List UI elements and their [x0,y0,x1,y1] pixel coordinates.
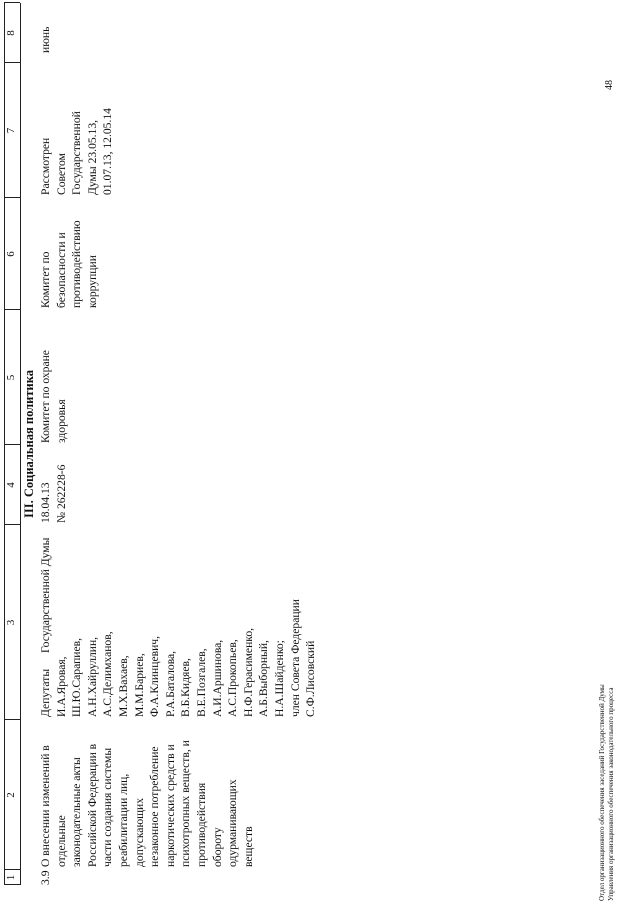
author-line: М.Х.Вахаев, [116,655,130,717]
author-line: Н.Ф.Герасименко, [241,627,255,717]
author-line: А.С.Прокопьев, [226,639,240,717]
bill-title-line: Российской Федерации в [85,743,99,867]
author-line: Ш.Ю.Сарапиев, [70,637,84,717]
row-number: 3.9 [39,870,52,885]
bill-title-line: наркотических средств и [163,744,177,867]
section-title: III. Социальная политика [22,370,36,518]
bill-title-line: О внесении изменений в [39,745,52,867]
bill-title-line: законодательные акты [70,757,84,867]
author-line: А.И.Аршинова, [210,639,224,717]
status-line: 01.07.13, 12.05.14 [101,108,115,195]
column-number: 2 [5,792,17,798]
author-line: Н.А.Шайденко; [272,640,286,717]
author-line: член Совета Федерации [288,599,302,717]
bill-title-line: части создания системы [101,747,115,867]
bill-title-line: противодействия [194,782,208,867]
committee-line: противодействию [70,220,84,308]
review-status [38,108,116,195]
status-line: Государственной [70,111,84,195]
bill-title-line: одурманивающих [226,779,240,867]
registration-date: 18.04.13 [39,482,52,523]
column-number: 7 [5,127,17,134]
author-line: Р.А.Баталова, [163,650,177,717]
bill-title-line: допускающих [132,797,146,867]
column-number: 1 [5,874,17,881]
page-number: 48 [604,80,615,90]
author-line: И.А.Яровая, [54,656,68,717]
author-line: Государственной Думы [39,537,52,653]
bill-title-line: веществ [241,826,255,867]
committee-line: коррупции [85,255,99,308]
author-line: В.Е.Позгалев, [194,648,208,717]
planned-term: июнь [39,26,52,53]
bill-title-line: реабилитации лиц, [116,773,130,867]
registration-info [38,465,69,523]
committee-line: здоровья [54,399,68,443]
author-line: А.Н.Хайруллин, [85,636,99,717]
bill-title-line: обороту [210,827,224,867]
bill-number: № 262228-6 [54,464,68,523]
column-number: 8 [5,30,17,36]
committee-line: Комитет по [39,251,52,308]
bill-authors-continued [38,538,54,653]
committee-line: Комитет по охране [39,350,52,443]
status-line: Советом [54,153,68,195]
bill-title-line: психотропных веществ, и [179,740,193,867]
footer-line: Управления организационного обеспечения законодательного процесса [607,687,615,901]
column-number: 6 [5,251,17,257]
column-number: 5 [5,374,17,381]
responsible-committee [38,220,100,308]
author-line: С.Ф.Лисовский [304,640,318,717]
bill-title [38,740,256,867]
author-line: А.Б.Выборный, [257,640,271,717]
column-number: 3 [5,619,17,626]
co-executor-committee [38,350,69,443]
column-number: 4 [5,482,17,488]
author-line: М.М.Бариев, [132,653,146,717]
author-line: А.С.Делимханов, [101,631,115,717]
status-line: Думы 23.05.13, [85,119,99,195]
committee-line: безопасности и [54,232,68,308]
status-line: Рассмотрен [39,137,52,195]
author-line: Депутаты [39,668,52,717]
footer-line: Отдел организационного обеспечения заседаний Государственной Думы [598,684,606,901]
bill-authors [38,599,319,717]
bill-title-line: отдельные [54,815,68,867]
bill-title-line: незаконное потребление [148,746,162,867]
author-line: В.Б.Кидяев, [179,658,193,717]
header-bottom-border [20,3,21,885]
author-line: Ф.А.Клинцевич, [148,635,162,717]
